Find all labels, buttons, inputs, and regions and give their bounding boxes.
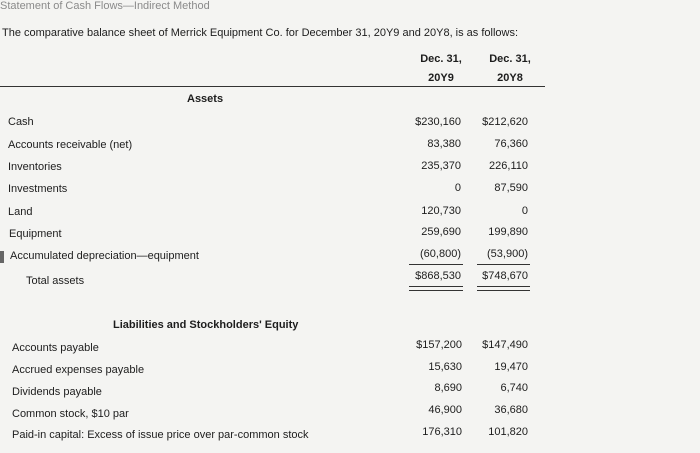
row-marker [0,251,4,263]
liability-dividends-payable-20y8: 6,740 [500,382,528,394]
asset-accounts-receivable-20y9: 83,380 [427,138,461,150]
equity-common-stock-20y8: 36,680 [494,404,528,416]
subtotal-rule-20y9 [409,264,463,265]
column-header-20y8-line1: Dec. 31, [489,53,531,65]
equity-paid-in-capital-20y8: 101,820 [488,426,528,438]
liability-label-accounts-payable: Accounts payable [12,342,99,354]
column-header-20y9 [406,50,476,88]
asset-equipment-20y9: 259,690 [421,226,461,238]
liability-accrued-expenses-20y8: 19,470 [494,361,528,373]
column-header-20y9-line2: 20Y9 [428,72,454,84]
asset-cash-20y8: $212,620 [482,116,528,128]
assets-heading: Assets [187,93,224,105]
asset-equipment-20y8: 199,890 [488,226,528,238]
asset-label-accounts-receivable: Accounts receivable (net) [8,139,133,151]
liability-dividends-payable-20y9: 8,690 [434,382,462,394]
total-double-rule-20y9 [409,286,463,291]
total-double-rule-20y8 [477,286,530,291]
subtotal-rule-20y8 [477,264,530,265]
liability-accounts-payable-20y9: $157,200 [416,339,462,351]
equity-paid-in-capital-20y9: 176,310 [422,426,462,438]
total-assets-20y8: $748,670 [482,270,528,282]
total-assets-label: Total assets [26,275,85,287]
asset-label-accumulated-depreciation: Accumulated depreciation—equipment [10,250,199,262]
asset-accounts-receivable-20y8: 76,360 [494,138,528,150]
asset-land-20y8: 0 [521,205,528,217]
asset-label-investments: Investments [8,183,68,195]
liabilities-heading: Liabilities and Stockholders' Equity [113,319,299,331]
liability-accounts-payable-20y8: $147,490 [482,339,528,351]
equity-label-paid-in-capital: Paid-in capital: Excess of issue price over par-common stock [12,429,309,441]
asset-label-land: Land [8,206,33,218]
asset-land-20y9: 120,730 [421,205,461,217]
asset-cash-20y9: $230,160 [415,116,461,128]
liability-label-accrued-expenses: Accrued expenses payable [12,364,145,376]
asset-accumulated-depreciation-20y8: (53,900) [487,248,528,260]
asset-investments-20y8: 87,590 [494,182,528,194]
asset-inventories-20y8: 226,110 [489,160,528,172]
header-rule [0,86,545,87]
column-header-20y9-line1: Dec. 31, [420,53,462,65]
topic-title: Statement of Cash Flows—Indirect Method [0,0,210,12]
equity-common-stock-20y9: 46,900 [428,404,462,416]
asset-label-cash: Cash [8,116,34,128]
liability-label-dividends-payable: Dividends payable [12,386,102,398]
intro-text: The comparative balance sheet of Merrick Equipment Co. for December 31, 20Y9 and 20Y8, is as follows: [2,27,519,39]
asset-inventories-20y9: 235,370 [421,160,461,172]
equity-label-common-stock: Common stock, $10 par [12,408,129,420]
total-assets-20y9: $868,530 [415,270,461,282]
column-header-20y8 [475,50,545,88]
asset-accumulated-depreciation-20y9: (60,800) [420,248,461,260]
column-header-20y8-line2: 20Y8 [497,72,523,84]
asset-investments-20y9: 0 [454,182,461,194]
liability-accrued-expenses-20y9: 15,630 [428,361,462,373]
asset-label-equipment: Equipment [9,228,62,240]
asset-label-inventories: Inventories [8,161,62,173]
